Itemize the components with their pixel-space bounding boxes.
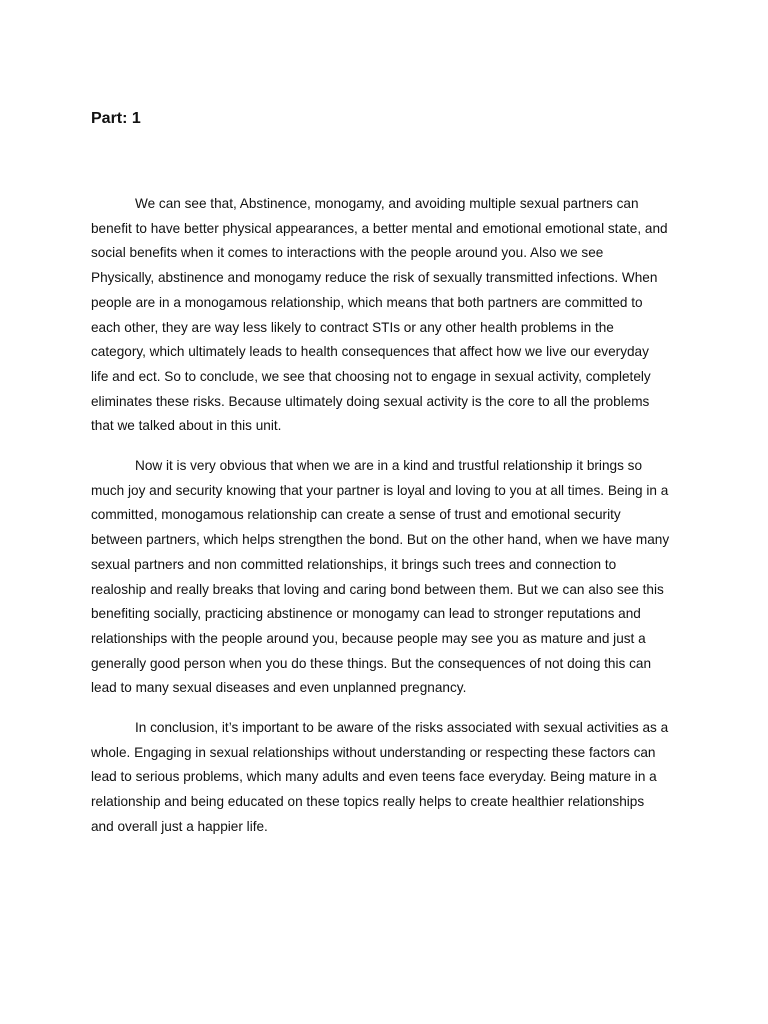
paragraph-line: and overall just a happier life. [91, 818, 268, 834]
paragraph-line: that we talked about in this unit. [91, 418, 282, 434]
paragraph-line: Now it is very obvious that when we are in a kind and trustful relationship it brings so [135, 458, 642, 474]
paragraph-line: sexual partners and non committed relationships, it brings such trees and connection to [91, 556, 617, 572]
paragraph-line: committed, monogamous relationship can create a sense of trust and emotional security [91, 507, 621, 523]
paragraph-line: benefiting socially, practicing abstinence or monogamy can lead to stronger reputations and [91, 606, 641, 622]
paragraph-2 [91, 454, 691, 701]
paragraph-line: Physically, abstinence and monogamy reduce the risk of sexually transmitted infections. When [91, 270, 658, 286]
paragraph-line: realoship and really breaks that loving and caring bond between them. But we can also see this [91, 581, 664, 597]
paragraph-line: In conclusion, it’s important to be aware of the risks associated with sexual activities as a [135, 720, 669, 736]
page-heading: Part: 1 [91, 110, 141, 127]
paragraph-line: social benefits when it comes to interactions with the people around you. Also we see [91, 245, 604, 261]
paragraph-line: eliminates these risks. Because ultimately doing sexual activity is the core to all the problems [91, 393, 650, 409]
paragraph-1 [91, 192, 691, 439]
paragraph-line: much joy and security knowing that your partner is loyal and loving to you at all times. Being in a [91, 482, 669, 498]
paragraph-line: life and ect. So to conclude, we see that choosing not to engage in sexual activity, completely [91, 368, 651, 384]
paragraph-line: benefit to have better physical appearances, a better mental and emotional emotional state, and [91, 220, 668, 236]
paragraph-line: lead to many sexual diseases and even unplanned pregnancy. [91, 680, 467, 696]
paragraph-line: relationships with the people around you, because people may see you as mature and just a [91, 630, 646, 646]
paragraph-line: We can see that, Abstinence, monogamy, and avoiding multiple sexual partners can [135, 196, 639, 211]
paragraph-3 [91, 716, 691, 840]
paragraph-line: lead to serious problems, which many adults and even teens face everyday. Being mature in a [91, 769, 657, 785]
paragraph-line: whole. Engaging in sexual relationships without understanding or respecting these factors can [91, 744, 656, 760]
document-body [91, 192, 691, 855]
paragraph-line: people are in a monogamous relationship, which means that both partners are committed to [91, 294, 643, 310]
paragraph-line: between partners, which helps strengthen the bond. But on the other hand, when we have many [91, 532, 670, 548]
paragraph-line: category, which ultimately leads to health consequences that affect how we live our everyday [91, 344, 649, 360]
paragraph-line: generally good person when you do these things. But the consequences of not doing this can [91, 655, 651, 671]
paragraph-line: each other, they are way less likely to contract STIs or any other health problems in the [91, 319, 614, 335]
paragraph-line: relationship and being educated on these topics really helps to create healthier relationships [91, 794, 645, 810]
